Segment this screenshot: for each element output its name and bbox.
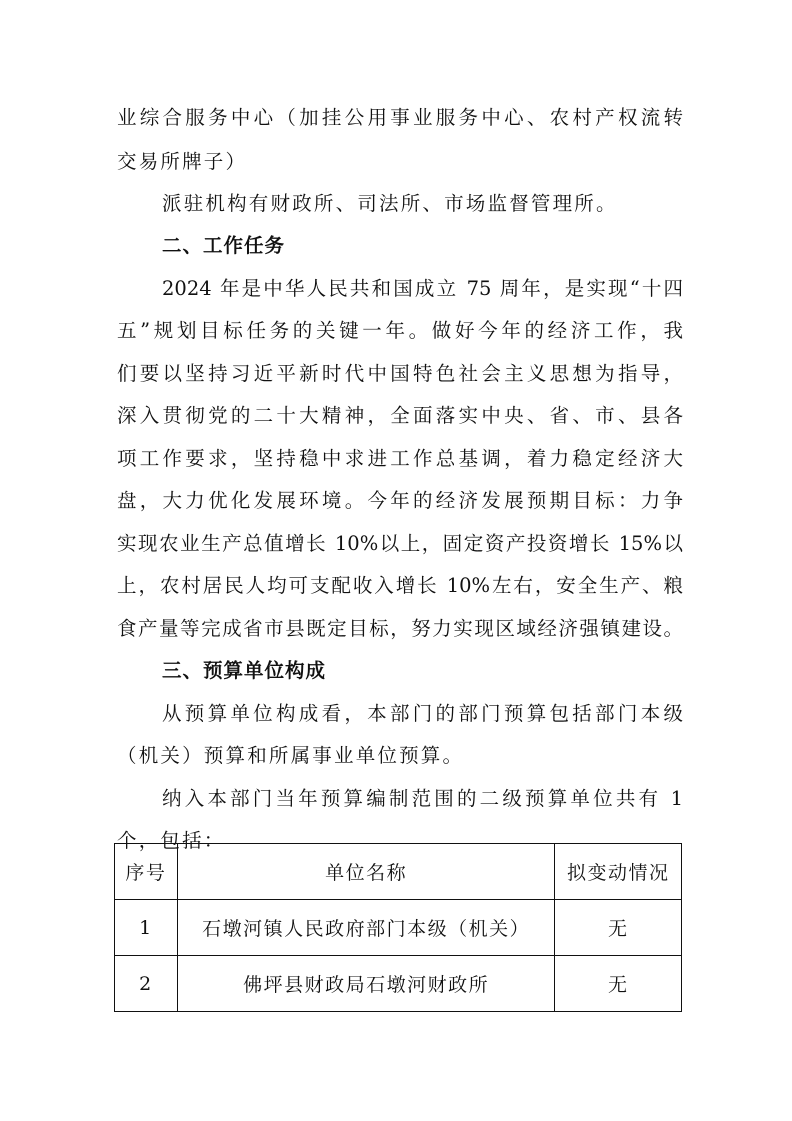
table-row bbox=[115, 956, 682, 1012]
table-header-cell: 拟变动情况 bbox=[555, 844, 682, 900]
table-header-row bbox=[115, 844, 682, 900]
paragraph-line: 2024 年是中华人民共和国成立 75 周年，是实现“十四 bbox=[162, 277, 683, 300]
paragraph-line: 深入贯彻党的二十大精神，全面落实中央、省、市、县各 bbox=[117, 404, 683, 427]
table-row bbox=[115, 900, 682, 956]
paragraph-line: （机关）预算和所属事业单位预算。 bbox=[117, 744, 465, 767]
table-cell-unit-name: 佛坪县财政局石墩河财政所 bbox=[177, 956, 555, 1012]
section-heading-tasks: 二、工作任务 bbox=[162, 234, 286, 257]
paragraph-line: 纳入本部门当年预算编制范围的二级预算单位共有 1 bbox=[162, 787, 683, 810]
paragraph-line: 项工作要求，坚持稳中求进工作总基调，着力稳定经济大 bbox=[117, 447, 683, 470]
paragraph-line: 派驻机构有财政所、司法所、市场监督管理所。 bbox=[162, 192, 618, 215]
paragraph-line: 上，农村居民人均可支配收入增长 10%左右，安全生产、粮 bbox=[117, 574, 683, 597]
paragraph-line: 食产量等完成省市县既定目标，努力实现区域经济强镇建设。 bbox=[117, 617, 683, 640]
paragraph-line: 从预算单位构成看，本部门的部门预算包括部门本级 bbox=[162, 702, 683, 725]
paragraph-line: 实现农业生产总值增长 10%以上，固定资产投资增长 15%以 bbox=[117, 532, 683, 555]
paragraph-line: 业综合服务中心（加挂公用事业服务中心、农村产权流转 bbox=[117, 106, 683, 129]
paragraph-line: 五”规划目标任务的关键一年。做好今年的经济工作，我 bbox=[117, 319, 683, 342]
section-heading-budget-units: 三、预算单位构成 bbox=[162, 659, 327, 682]
paragraph-line: 盘，大力优化发展环境。今年的经济发展预期目标：力争 bbox=[117, 489, 683, 512]
table-cell-number: 2 bbox=[115, 956, 178, 1012]
table-cell-change: 无 bbox=[555, 900, 682, 956]
table-cell-change: 无 bbox=[555, 956, 682, 1012]
table-header-cell: 序号 bbox=[115, 844, 178, 900]
table-cell-unit-name: 石墩河镇人民政府部门本级（机关） bbox=[177, 900, 555, 956]
budget-units-table bbox=[114, 843, 682, 1012]
table-header-cell: 单位名称 bbox=[177, 844, 555, 900]
paragraph-line: 交易所牌子） bbox=[117, 150, 248, 173]
paragraph-line: 个，包括： bbox=[117, 829, 226, 852]
paragraph-line: 们要以坚持习近平新时代中国特色社会主义思想为指导， bbox=[117, 362, 683, 385]
table-cell-number: 1 bbox=[115, 900, 178, 956]
